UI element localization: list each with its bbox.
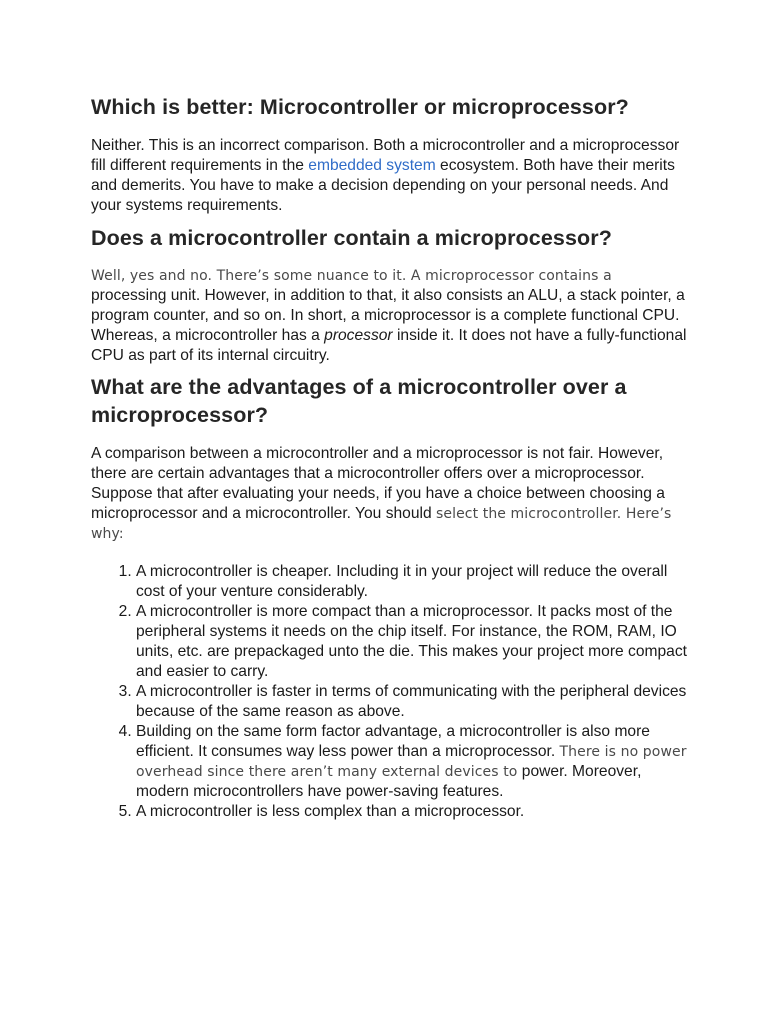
- paragraph-text-light: Well, yes and no. There’s some nuance to it. A microprocessor contains a: [91, 268, 612, 284]
- advantages-list: [91, 562, 691, 822]
- section-paragraph-contains: [91, 266, 691, 366]
- section-heading-advantages: What are the advantages of a microcontroller over a microprocessor?: [91, 375, 627, 427]
- paragraph-text-light: select the microcontroller. Here’s why:: [91, 506, 672, 542]
- section-heading-contains: Does a microcontroller contain a microprocessor?: [91, 226, 612, 250]
- embedded-system-link[interactable]: embedded system: [308, 157, 436, 174]
- list-item-text: power. Moreover, modern microcontrollers have power-saving features.: [136, 763, 642, 800]
- section-paragraph-which-is-better: [91, 136, 691, 216]
- list-item-text: A microcontroller is cheaper. Including it in your project will reduce the overall cost of your venture considerably.: [136, 563, 668, 600]
- list-item-text-light: There is no power overhead since there aren’t many external devices to: [136, 744, 687, 780]
- list-item: [136, 562, 691, 602]
- paragraph-text: processing unit. However, in addition to that, it also consists an ALU, a stack pointer, a program counter, and so on. In short, a microprocessor is a complete functional CPU. Whereas, a microcontroller has a: [91, 287, 685, 344]
- list-item-text: Building on the same form factor advantage, a microcontroller is also more efficient. It consumes way less power than a microprocessor.: [136, 723, 650, 760]
- paragraph-text: A comparison between a microcontroller and a microprocessor is not fair. However, there are certain advantages that a microcontroller offers over a microprocessor. Suppose that after evaluating your needs, if you have a choice between choosing a microprocessor and a microcontroller. You should: [91, 445, 665, 522]
- list-item: [136, 682, 691, 722]
- document-content: [91, 93, 691, 822]
- processor-emphasis: processor: [324, 327, 393, 344]
- paragraph-text: Neither. This is an incorrect comparison. Both a microcontroller and a microprocessor fill different requirements in the: [91, 137, 680, 174]
- paragraph-text: inside it. It does not have a fully-functional CPU as part of its internal circuitry.: [91, 327, 687, 364]
- list-item-text: A microcontroller is faster in terms of communicating with the peripheral devices because of the same reason as above.: [136, 683, 687, 720]
- list-item: [136, 802, 691, 822]
- list-item: [136, 602, 691, 682]
- list-item-text: A microcontroller is less complex than a microprocessor.: [136, 803, 525, 820]
- list-item-text: A microcontroller is more compact than a microprocessor. It packs most of the peripheral systems it needs on the chip itself. For instance, the ROM, RAM, IO units, etc. are prepackaged unto the die. This makes your project more compact and easier to carry.: [136, 603, 687, 680]
- section-paragraph-advantages: [91, 444, 691, 544]
- section-heading-which-is-better: Which is better: Microcontroller or microprocessor?: [91, 95, 629, 119]
- list-item: [136, 722, 691, 802]
- paragraph-text: ecosystem. Both have their merits and demerits. You have to make a decision depending on your personal needs. And your systems requirements.: [91, 157, 675, 214]
